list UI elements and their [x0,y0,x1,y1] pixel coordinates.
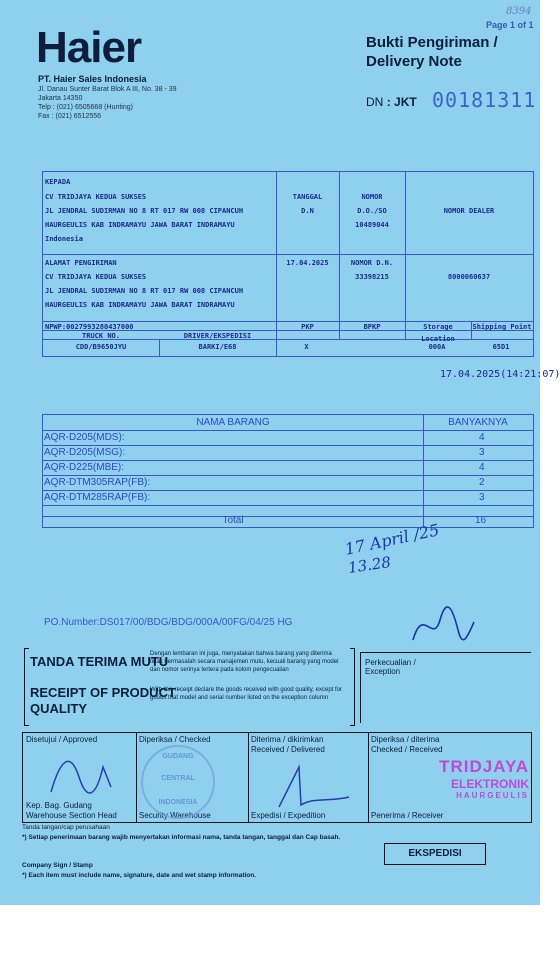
checked-received-label: Diperiksa / diterima [371,735,440,744]
item-name: AQR-D205(MDS): [44,432,125,443]
address-line: Fax : (021) 6512556 [38,113,102,120]
received-label-en: Received / Delivered [251,745,325,754]
handwritten-time: 13.28 [346,553,392,577]
warehouse-head-label-en: Warehouse Section Head [26,811,117,820]
address-line: Telp : (021) 6505668 (Hunting) [38,104,133,111]
checked-label: Diperiksa / Checked [139,735,211,744]
item-name: AQR-D205(MSG): [44,447,126,458]
dn-prefix: DN [366,95,384,109]
item-qty: 3 [479,447,485,458]
handwritten-date: 17 April /25 [343,520,441,559]
warehouse-head-label: Kep. Bag. Gudang [26,801,92,810]
storage-location-label: Storage Location [421,323,455,343]
tanggal-sub: D.N [301,207,314,215]
item-name: AQR-D225(MBE): [44,462,125,473]
storage-value: 000A [428,343,446,351]
item-name: AQR-DTM305RAP(FB): [44,477,151,488]
receipt-text-id: Dengan lembaran ini juga, menyatakan bahwa barang yang diterima tidak bermasalah secara manajemen mutu, kecuali barang yang model dan nomor serinya tertera pada kolom pengecualian [150,651,339,673]
checked-received-label-en: Checked / Received [371,745,443,754]
driver-value: BARKI/E68 [198,343,237,351]
stamp-text: TRIDJAYA [439,757,529,776]
pkp-label: PKP [301,323,314,331]
truck-value: CDD/B9650JYU [75,343,127,351]
tanggal-label: TANGGAL [292,193,323,201]
truck-label: TRUCK NO. [82,332,120,340]
address-line: Jakarta 14350 [38,95,83,102]
stamp-text: INDONESIA [158,799,198,806]
nomor-sub: D.O./SO [357,207,387,215]
kepada-line: HAURGEULIS KAB INDRAMAYU JAWA BARAT INDRAMAYU [45,221,235,229]
receipt-title-en-2: QUALITY [30,701,88,716]
approved-label: Disetujui / Approved [26,735,98,744]
shipping-value: 65D1 [492,343,510,351]
total-label: Total [222,515,244,526]
po-number: PO.Number:DS017/00/BDG/BDG/000A/00FG/04/25 HG [44,617,293,628]
exception-label: Perkecualian / Exception [365,658,416,676]
items-table [42,414,534,528]
pkp-value: X [304,343,309,351]
note-indonesian: *) Setiap penerimaan barang wajib menyertakan informasi nama, tanda tangan, tanggal dan Cap basah. [22,834,341,841]
stamp-text: GUDANG [162,753,194,760]
kepada-line: JL JENDRAL SUDIRMAN NO 8 RT 017 RW 008 CIPANCUH [45,207,244,215]
receiver-label: Penerima / Receiver [371,811,444,820]
alamat-label: ALAMAT PENGIRIMAN [45,259,117,267]
security-label: Security Warehouse [139,811,211,820]
item-name: AQR-DTM285RAP(FB): [44,492,151,503]
kepada-line: Indonesia [45,235,83,243]
dn-number: 00181311 [432,88,537,112]
item-qty: 4 [479,432,485,443]
stamp-text: CENTRAL [161,775,195,782]
nomor-label: NOMOR [361,193,383,201]
title-line-id: Bukti Pengiriman / [366,34,498,51]
tridjaya-stamp [371,757,529,800]
stamp-text: ELEKTRONIK [451,777,529,791]
shipping-point-label: Shipping Point [472,323,532,331]
ekspedisi-copy-label: EKSPEDISI [384,843,486,865]
signature-boxes [22,732,532,823]
address-line: Jl. Danau Sunter Barat Blok A III, No. 38 - 39 [38,86,177,93]
approval-signature-icon [41,747,121,803]
gudang-central-stamp [141,745,215,819]
printed-datetime: 17.04.2025(14:21:07) [440,369,560,380]
dealer-value: 8000060637 [447,273,491,281]
nomor-dn-label: NOMOR D.N. [350,259,394,267]
alamat-line: HAURGEULIS KAB INDRAMAYU JAWA BARAT INDRAMAYU [45,301,235,309]
signature-icon [408,600,478,650]
kepada-line: CV TRIDJAYA KEDUA SUKSES [45,193,147,201]
expedition-label: Expedisi / Expedition [251,811,326,820]
receipt-quality-section [24,648,354,724]
page-indicator: Page 1 of 1 [486,20,534,30]
date-value: 17.04.2025 [286,259,329,267]
col-nama-barang: NAMA BARANG [196,417,270,428]
driver-label: DRIVER/EKSPEDISI [183,332,252,340]
total-value: 16 [475,515,487,526]
shipment-header-table [42,171,534,343]
haier-logo: Haier [36,23,142,72]
kepada-label: KEPADA [45,178,71,186]
alamat-line: CV TRIDJAYA KEDUA SUKSES [45,273,147,281]
document-title [366,33,498,71]
company-sign-label: Company Sign / Stamp [22,862,93,869]
exception-box [360,652,531,723]
npwp: NPWP:0027993280437000 [45,323,134,331]
company-address [38,85,177,121]
note-english: *) Each item must include name, signature, date and wet stamp information. [22,872,257,879]
item-qty: 2 [479,477,485,488]
expedition-signature-icon [259,757,359,813]
stamp-text: HAURGEULIS [456,791,529,800]
alamat-line: JL JENDRAL SUDIRMAN NO 8 RT 017 RW 008 CIPANCUH [45,287,244,295]
bpkp-label: BPKP [363,323,381,331]
sign-company-note: Tanda tangan/cap perusahaan [22,824,110,831]
nomor-dn-value: 33398215 [355,273,389,281]
company-name: PT. Haier Sales Indonesia [38,74,147,84]
col-banyaknya: BANYAKNYA [448,417,508,428]
received-label: Diterima / dikirimkan [251,735,324,744]
receipt-title-id: TANDA TERIMA MUTU [30,654,169,669]
dealer-label: NOMOR DEALER [443,207,495,215]
receipt-text-en: With this receipt declare the goods received with good quality, except for goods that model and serial number listed on the exception column [150,687,342,701]
item-qty: 4 [479,462,485,473]
title-line-en: Delivery Note [366,53,462,70]
corner-handwritten-note: 8394 [506,6,532,17]
nomor-value: 10489044 [355,221,389,229]
dn-location: : JKT [386,95,417,109]
item-qty: 3 [479,492,485,503]
receipt-title-en: RECEIPT OF PRODUCT [30,685,176,700]
dn-label [366,95,417,109]
